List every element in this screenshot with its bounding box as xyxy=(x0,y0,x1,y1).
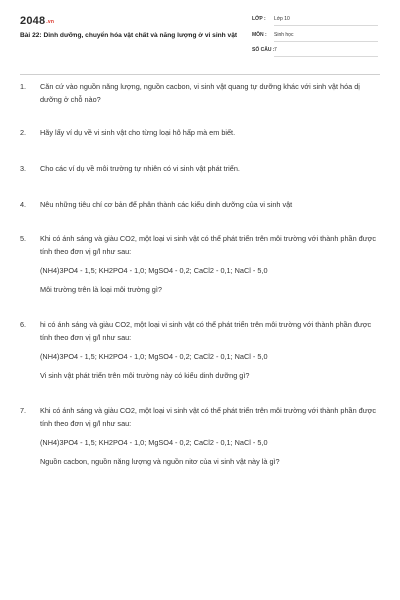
question-7 xyxy=(20,404,380,468)
medium-composition: (NH4)3PO4 - 1,5; KH2PO4 - 1,0; MgSO4 - 0,2; CaCl2 - 0,1; NaCl - 5,0 xyxy=(40,438,268,447)
question-1 xyxy=(20,80,380,106)
question-number: 3. xyxy=(20,164,27,173)
question-text: Khi có ánh sáng và giàu CO2, một loại vi sinh vật có thể phát triển trên môi trường với thành phần được tính theo đơn vị g/l như sau: xyxy=(40,234,377,256)
meta-subject-value: Sinh học xyxy=(274,32,294,38)
question-prompt: Môi trường trên là loại môi trường gì? xyxy=(40,285,162,294)
question-text: Hãy lấy ví dụ về vi sinh vật cho từng loại hô hấp mà em biết. xyxy=(40,128,236,137)
question-text: Khi có ánh sáng và giàu CO2, một loại vi sinh vật có thể phát triển trên môi trường với thành phần được tính theo đơn vị g/l như sau: xyxy=(40,406,377,428)
question-number: 6. xyxy=(20,320,27,329)
question-prompt: Vi sinh vật phát triển trên môi trường này có kiểu dinh dưỡng gì? xyxy=(40,371,250,380)
meta-subject-underline xyxy=(274,41,378,42)
question-number: 2. xyxy=(20,128,27,137)
meta-class-label: LỚP : xyxy=(252,16,266,22)
question-4 xyxy=(20,198,380,211)
meta-count-value: 7 xyxy=(274,47,277,53)
question-number: 1. xyxy=(20,82,27,91)
medium-composition: (NH4)3PO4 - 1,5; KH2PO4 - 1,0; MgSO4 - 0,2; CaCl2 - 0,1; NaCl - 5,0 xyxy=(40,266,268,275)
logo-text: 2048 xyxy=(20,15,46,27)
meta-count xyxy=(252,45,378,57)
header-divider xyxy=(20,74,380,75)
meta-class-value: Lớp 10 xyxy=(274,16,290,22)
question-3 xyxy=(20,162,380,175)
site-logo[interactable] xyxy=(20,15,54,27)
question-text: Nêu những tiêu chí cơ bản để phân thành các kiểu dinh dưỡng của vi sinh vật xyxy=(40,200,293,209)
question-number: 5. xyxy=(20,234,27,243)
meta-count-label: SỐ CÂU : xyxy=(252,47,275,53)
medium-composition: (NH4)3PO4 - 1,5; KH2PO4 - 1,0; MgSO4 - 0,2; CaCl2 - 0,1; NaCl - 5,0 xyxy=(40,352,268,361)
lesson-title: Bài 22: Dinh dưỡng, chuyển hóa vật chất và năng lượng ở vi sinh vật xyxy=(20,32,238,39)
logo-suffix: .vn xyxy=(46,19,55,25)
question-prompt: Nguồn cacbon, nguồn năng lượng và nguồn nitơ của vi sinh vật này là gì? xyxy=(40,457,280,466)
page-header xyxy=(0,0,400,74)
question-text: Căn cứ vào nguồn năng lượng, nguồn cacbon, vi sinh vật quang tự dưỡng khác với sinh vật hóa dị dưỡng ở chỗ nào? xyxy=(40,82,360,104)
question-text: hi có ánh sáng và giàu CO2, một loại vi sinh vật có thể phát triển trên môi trường với thành phần được tính theo đơn vị g/l như sau: xyxy=(40,320,372,342)
question-5 xyxy=(20,232,380,296)
meta-count-underline xyxy=(274,56,378,57)
meta-class-underline xyxy=(274,25,378,26)
meta-class xyxy=(252,14,378,26)
question-6 xyxy=(20,318,380,382)
question-number: 4. xyxy=(20,200,27,209)
question-text: Cho các ví dụ về môi trường tự nhiên có vi sinh vật phát triển. xyxy=(40,164,240,173)
question-2 xyxy=(20,126,380,139)
meta-subject xyxy=(252,30,378,42)
question-number: 7. xyxy=(20,406,27,415)
meta-subject-label: MÔN : xyxy=(252,32,267,38)
